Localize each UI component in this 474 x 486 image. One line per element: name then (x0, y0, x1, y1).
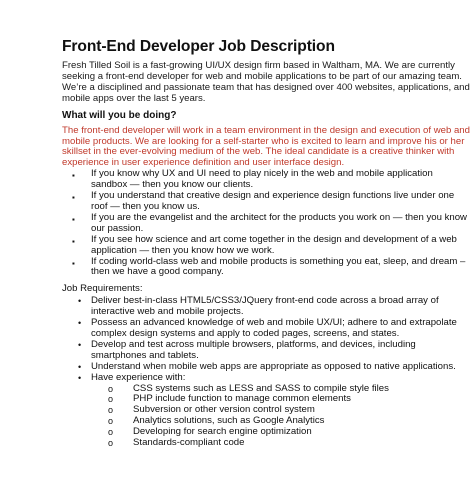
experience-list (62, 384, 444, 449)
disc-bullet-icon: • (78, 361, 82, 372)
requirements-list (62, 295, 457, 383)
square-bullet-icon: ▪ (72, 258, 75, 268)
section-paragraph (62, 124, 470, 170)
requirement-line: Possess an advanced knowledge of web and mobile UX/UI; adhere to and extrapolate (91, 317, 457, 329)
doing-bullet-item (62, 255, 466, 279)
intro-line: seeking a front-end developer for web and mobile applications to be part of our amazing team. (62, 70, 462, 82)
bullet-line: If you are the evangelist and the architect for the products you work on — then you know (91, 211, 467, 223)
square-bullet-icon: ▪ (72, 214, 75, 224)
intro-paragraph (62, 60, 470, 105)
experience-text: Standards-compliant code (133, 437, 245, 449)
doing-bullet-item (62, 233, 457, 257)
bullet-line: sandbox — then you know our clients. (91, 179, 254, 191)
requirements-heading: Job Requirements: (62, 283, 143, 295)
circle-bullet-icon: o (108, 405, 114, 416)
circle-bullet-icon: o (108, 427, 114, 438)
requirement-line: smartphones and tablets. (91, 349, 199, 361)
section-heading: What will you be doing? (62, 109, 177, 121)
square-bullet-icon: ▪ (72, 236, 75, 246)
requirement-line: interactive web and mobile projects. (91, 306, 244, 318)
experience-text: Subversion or other version control system (133, 404, 315, 416)
experience-item (62, 427, 444, 438)
circle-bullet-icon: o (108, 416, 114, 427)
doing-bullet-list (62, 168, 467, 278)
experience-text: Analytics solutions, such as Google Analytics (133, 415, 325, 427)
intro-line: mobile apps over the last 5 years. (62, 92, 206, 104)
bullet-line: If coding world-class web and mobile products is something you eat, sleep, and dream – (91, 255, 466, 267)
experience-text: CSS systems such as LESS and SASS to compile style files (133, 382, 389, 394)
experience-text: PHP include function to manage common elements (133, 393, 351, 405)
intro-line: Fresh Tilled Soil is a fast-growing UI/UX design firm based in Waltham, MA. We are currently (62, 60, 455, 71)
doing-bullet-item (62, 190, 455, 213)
doing-bullet-item (62, 169, 444, 191)
requirement-line: Understand when mobile web apps are appropriate as opposed to native applications. (91, 360, 456, 372)
bullet-line: If you see how science and art come together in the design and development of a web (91, 233, 457, 245)
doing-bullet-item (62, 211, 467, 235)
document-title: Front-End Developer Job Description (62, 38, 335, 55)
requirement-line: Develop and test across multiple browsers, platforms, and devices, including (91, 338, 416, 350)
square-bullet-icon: ▪ (72, 193, 75, 203)
section-line: skillset in the ever-evolving medium of the web. The ideal candidate is a creative thinker with (62, 146, 455, 158)
bullet-line: then we have a good company. (91, 266, 224, 278)
square-bullet-icon: ▪ (72, 171, 75, 181)
disc-bullet-icon: • (78, 296, 82, 307)
bullet-line: If you understand that creative design and experience design functions live under one (91, 190, 455, 202)
circle-bullet-icon: o (108, 383, 114, 394)
bullet-line: If you know why UX and UI need to play nicely in the web and mobile application (91, 168, 433, 180)
section-line: experience in user experience definition and user interface design. (62, 157, 345, 169)
circle-bullet-icon: o (108, 394, 114, 405)
bullet-line: application — then you know how we work. (91, 244, 275, 256)
requirement-line: Have experience with: (91, 371, 186, 383)
bullet-line: roof — then you know us. (91, 200, 200, 212)
disc-bullet-icon: • (78, 318, 82, 329)
intro-line: We’re a disciplined and passionate team that has designed over 400 websites, applications, and (62, 81, 470, 93)
requirement-item (62, 340, 444, 362)
requirement-line: complex design systems and apply to coded pages, screens, and states. (91, 328, 400, 340)
section-line: The front-end developer will work in a team environment in the design and execution of web and (62, 124, 470, 136)
experience-item (62, 438, 444, 449)
section-line: mobile products. We are looking for a self-starter who is excited to learn and improve his or her (62, 135, 465, 147)
requirement-item (62, 296, 444, 318)
disc-bullet-icon: • (78, 339, 82, 350)
bullet-line: our passion. (91, 222, 144, 234)
requirement-item (62, 317, 457, 340)
requirement-line: Deliver best-in-class HTML5/CSS3/JQuery front-end code across a broad array of (91, 295, 439, 307)
circle-bullet-icon: o (108, 438, 114, 449)
experience-text: Developing for search engine optimization (133, 426, 312, 438)
disc-bullet-icon: • (78, 372, 82, 383)
